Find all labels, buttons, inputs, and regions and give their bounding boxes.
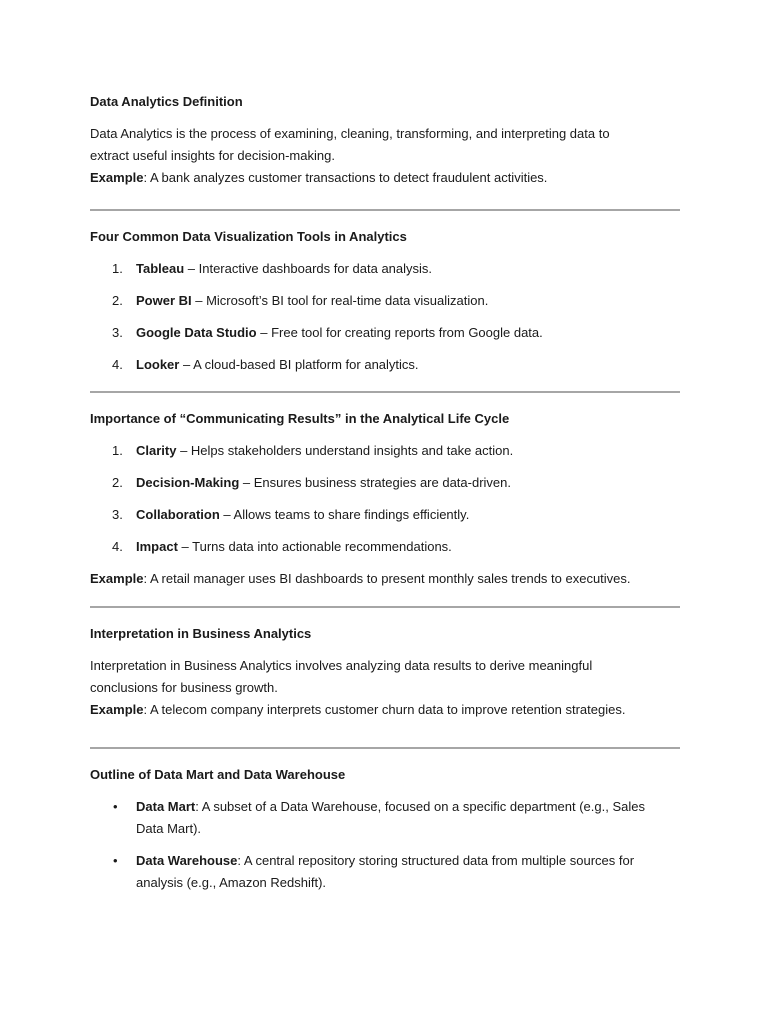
item-term: Impact xyxy=(136,539,178,554)
list-number: 1. xyxy=(112,443,123,458)
item-term: Looker xyxy=(136,357,180,372)
list-number: 4. xyxy=(112,539,123,554)
section-heading: Data Analytics Definition xyxy=(90,94,243,109)
item-text: – Turns data into actionable recommendations. xyxy=(177,539,452,554)
list-item xyxy=(90,504,680,526)
section-divider xyxy=(90,606,680,608)
section-heading: Outline of Data Mart and Data Warehouse xyxy=(90,767,346,782)
item-text: – Free tool for creating reports from Google data. xyxy=(256,325,543,340)
item-text: – Allows teams to share findings efficiently. xyxy=(219,507,470,522)
list-number: 3. xyxy=(112,325,123,340)
section-heading: Importance of “Communicating Results” in the Analytical Life Cycle xyxy=(90,411,510,426)
list-item xyxy=(90,472,680,494)
list-item xyxy=(90,354,680,376)
list-item xyxy=(90,536,680,558)
definition-line-1: Data Analytics is the process of examining, cleaning, transforming, and interpreting data to xyxy=(90,126,610,141)
section-divider xyxy=(90,391,680,393)
item-term: Decision-Making xyxy=(136,475,240,490)
list-item xyxy=(90,796,680,840)
item-term: Clarity xyxy=(136,443,177,458)
item-term: Data Mart xyxy=(136,799,196,814)
example-line xyxy=(90,699,680,721)
example-text: : A telecom company interprets customer churn data to improve retention strategies. xyxy=(143,702,626,717)
item-text: : A central repository storing structured data from multiple sources for xyxy=(237,853,635,868)
tools-list xyxy=(90,258,680,376)
section-definition xyxy=(90,91,680,189)
list-item xyxy=(90,322,680,344)
example-text: : A bank analyzes customer transactions to detect fraudulent activities. xyxy=(143,170,548,185)
list-item xyxy=(90,440,680,462)
item-term: Data Warehouse xyxy=(136,853,238,868)
list-item xyxy=(90,290,680,312)
item-term: Collaboration xyxy=(136,507,220,522)
list-item xyxy=(90,850,680,894)
section-data-mart-warehouse xyxy=(90,764,680,894)
outline-list xyxy=(90,796,680,894)
item-text: : A subset of a Data Warehouse, focused on a specific department (e.g., Sales xyxy=(195,799,645,814)
list-number: 2. xyxy=(112,475,123,490)
section-heading: Interpretation in Business Analytics xyxy=(90,626,312,641)
item-text-continued: analysis (e.g., Amazon Redshift). xyxy=(136,875,327,890)
interpretation-line-2: conclusions for business growth. xyxy=(90,680,278,695)
definition-line-2: extract useful insights for decision-making. xyxy=(90,148,335,163)
bullet-marker: • xyxy=(113,799,118,814)
list-number: 2. xyxy=(112,293,123,308)
example-label: Example xyxy=(90,702,144,717)
list-number: 3. xyxy=(112,507,123,522)
list-number: 4. xyxy=(112,357,123,372)
section-visualization-tools xyxy=(90,226,680,376)
item-term: Power BI xyxy=(136,293,192,308)
item-text: – Microsoft’s BI tool for real-time data visualization. xyxy=(191,293,489,308)
example-label: Example xyxy=(90,170,144,185)
example-text: : A retail manager uses BI dashboards to present monthly sales trends to executives. xyxy=(143,571,631,586)
item-term: Google Data Studio xyxy=(136,325,257,340)
example-label: Example xyxy=(90,571,144,586)
document-page xyxy=(90,91,680,904)
list-number: 1. xyxy=(112,261,123,276)
item-text: – Ensures business strategies are data-driven. xyxy=(239,475,511,490)
section-divider xyxy=(90,747,680,749)
item-text: – Interactive dashboards for data analysis. xyxy=(184,261,433,276)
section-divider xyxy=(90,209,680,211)
example-line xyxy=(90,568,680,590)
item-text: – Helps stakeholders understand insights and take action. xyxy=(176,443,514,458)
section-communicating-results xyxy=(90,408,680,590)
item-term: Tableau xyxy=(136,261,185,276)
section-heading: Four Common Data Visualization Tools in Analytics xyxy=(90,229,407,244)
bullet-marker: • xyxy=(113,853,118,868)
importance-list xyxy=(90,440,680,558)
item-text: – A cloud-based BI platform for analytics. xyxy=(179,357,419,372)
section-interpretation xyxy=(90,623,680,721)
list-item xyxy=(90,258,680,280)
item-text-continued: Data Mart). xyxy=(136,821,202,836)
example-line xyxy=(90,167,680,189)
interpretation-line-1: Interpretation in Business Analytics involves analyzing data results to derive meaningful xyxy=(90,658,593,673)
